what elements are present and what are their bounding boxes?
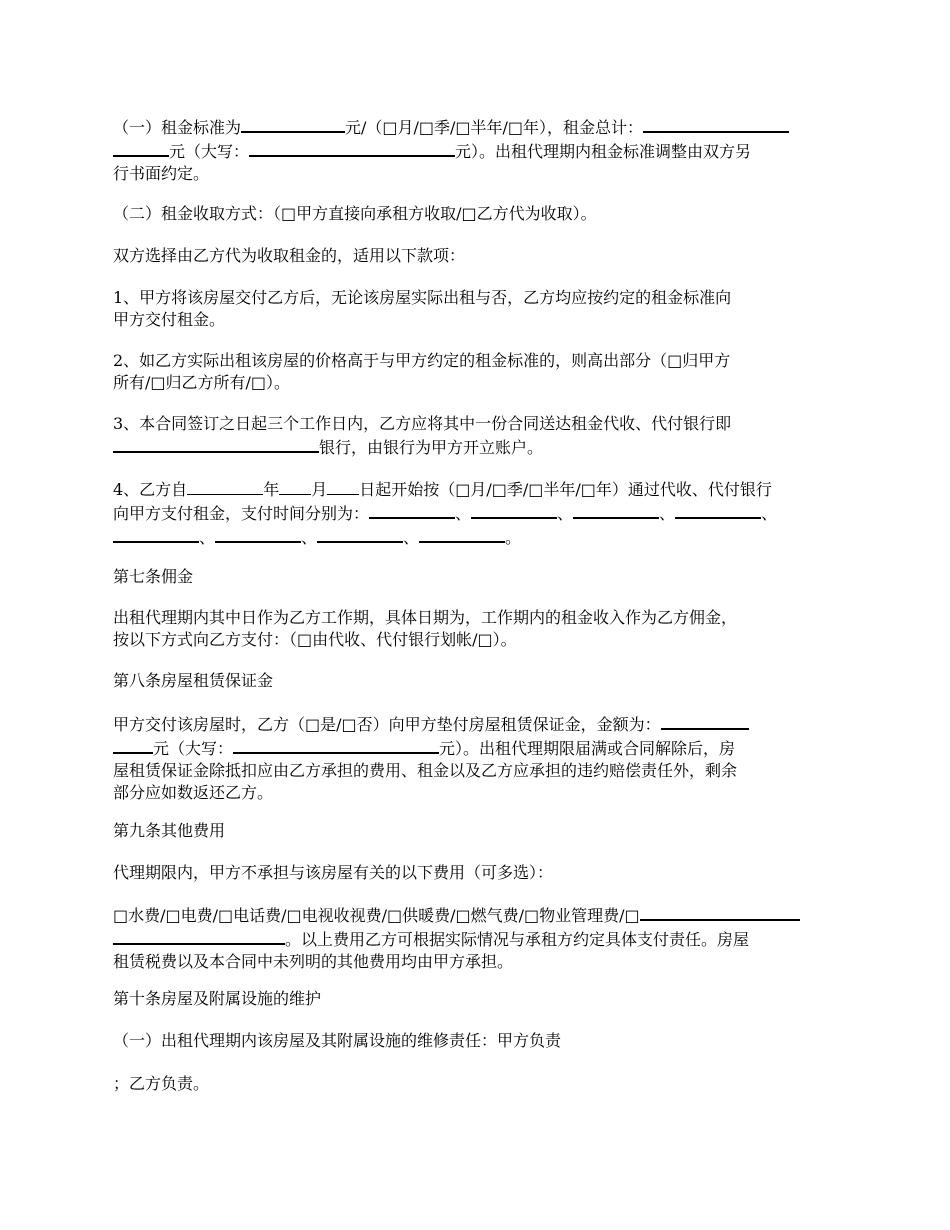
article-10-heading: 第十条房屋及附属设施的维护 [113,989,322,1008]
rent-standard-paragraph [113,115,838,185]
text: 月 [311,480,328,499]
year-blank[interactable] [187,478,263,495]
text: 元（大写： [169,142,250,161]
maintenance-party-b: ；乙方负责。 [113,1074,210,1093]
clause-2 [113,350,838,394]
article-8-heading: 第八条房屋租赁保证金 [113,671,274,690]
bank-name-blank[interactable] [113,435,319,453]
text: 出租代理期内其中日作为乙方工作期，具体日期为，工作期内的租金收入作为乙方佣金， [113,608,738,627]
text: 向甲方支付租金，支付时间分别为： [113,504,370,523]
text: 部分应如数返还乙方。 [113,783,274,802]
text: 元/（□月/□季/□半年/□年），租金总计： [345,118,644,137]
text: 、 [761,504,778,523]
clause-1 [113,287,838,331]
clause-3 [113,413,838,459]
rent-total-blank[interactable] [643,115,789,133]
payment-date-blank-6[interactable] [215,525,301,543]
text: 元（大写： [153,739,234,758]
text: 元）。出租代理期限届满或合同解除后，房 [439,739,736,758]
text: 2、如乙方实际出租该房屋的价格高于与甲方约定的租金标准的，则高出部分（□归甲方 [113,351,731,370]
text: 元）。出租代理期内租金标准调整由双方另 [455,142,752,161]
payment-date-blank-3[interactable] [573,501,659,519]
rent-collection-paragraph: （二）租金收取方式：（□甲方直接向承租方收取/□乙方代为收取）。 [113,204,597,223]
deposit-amount-blank-cont[interactable] [113,736,153,754]
text: 屋租赁保证金除抵扣应由乙方承担的费用、租金以及乙方应承担的违约赔偿责任外，剩余 [113,761,738,780]
clauses-intro: 双方选择由乙方代为收取租金的，适用以下款项： [113,246,466,265]
other-fee-blank-cont[interactable] [113,927,285,945]
text: 1、甲方将该房屋交付乙方后，无论该房屋实际出租与否，乙方均应按约定的租金标准向 [113,288,732,307]
text: 3、本合同签订之日起三个工作日内，乙方应将其中一份合同送达租金代收、代付银行即 [113,414,732,433]
text: 按以下方式向乙方支付：（□由代收、代付银行划帐/□）。 [113,630,517,649]
text: 、 [455,504,472,523]
text: 、 [659,504,676,523]
payment-date-blank-1[interactable] [369,501,455,519]
text: 所有/□归乙方所有/□）。 [113,373,291,392]
text: 行书面约定。 [113,164,210,183]
text: 银行，由银行为甲方开立账户。 [319,438,544,457]
payment-date-blank-8[interactable] [419,525,505,543]
text: 甲方交付租金。 [113,310,226,329]
text: 4、乙方自 [113,480,188,499]
article-7-heading: 第七条佣金 [113,567,194,586]
fees-list-paragraph [113,903,838,973]
deposit-amount-blank[interactable] [661,712,749,730]
rent-total-blank-cont[interactable] [113,139,169,157]
payment-date-blank-2[interactable] [471,501,557,519]
rent-amount-blank[interactable] [241,115,345,133]
text: 。 [505,528,522,547]
other-fee-blank[interactable] [640,903,800,921]
text: 、 [301,528,318,547]
article-9-heading: 第九条其他费用 [113,821,226,840]
text: 租赁税费以及本合同中未列明的其他费用均由甲方承担。 [113,952,514,971]
deposit-capital-blank[interactable] [233,736,439,754]
text: □水费/□电费/□电话费/□电视收视费/□供暖费/□燃气费/□物业管理费/□ [113,906,640,925]
clause-4 [113,478,838,549]
text: 年 [263,480,280,499]
payment-date-blank-7[interactable] [317,525,403,543]
maintenance-paragraph: （一）出租代理期内该房屋及其附属设施的维修责任：甲方负责 [113,1031,562,1050]
text: 日起开始按（□月/□季/□半年/□年）通过代收、代付银行 [359,480,772,499]
rent-total-capital-blank[interactable] [249,139,455,157]
day-blank[interactable] [327,478,359,495]
deposit-paragraph [113,712,838,804]
text: 、 [199,528,216,547]
payment-date-blank-4[interactable] [675,501,761,519]
text: 。以上费用乙方可根据实际情况与承租方约定具体支付责任。房屋 [285,930,750,949]
text: （一）租金标准为 [113,118,242,137]
text: 、 [403,528,420,547]
payment-date-blank-5[interactable] [113,525,199,543]
other-fees-intro: 代理期限内，甲方不承担与该房屋有关的以下费用（可多选）： [113,863,554,882]
commission-paragraph [113,607,838,651]
month-blank[interactable] [279,478,311,495]
text: 甲方交付该房屋时，乙方（□是/□否）向甲方垫付房屋租赁保证金，金额为： [113,715,661,734]
text: 、 [557,504,574,523]
